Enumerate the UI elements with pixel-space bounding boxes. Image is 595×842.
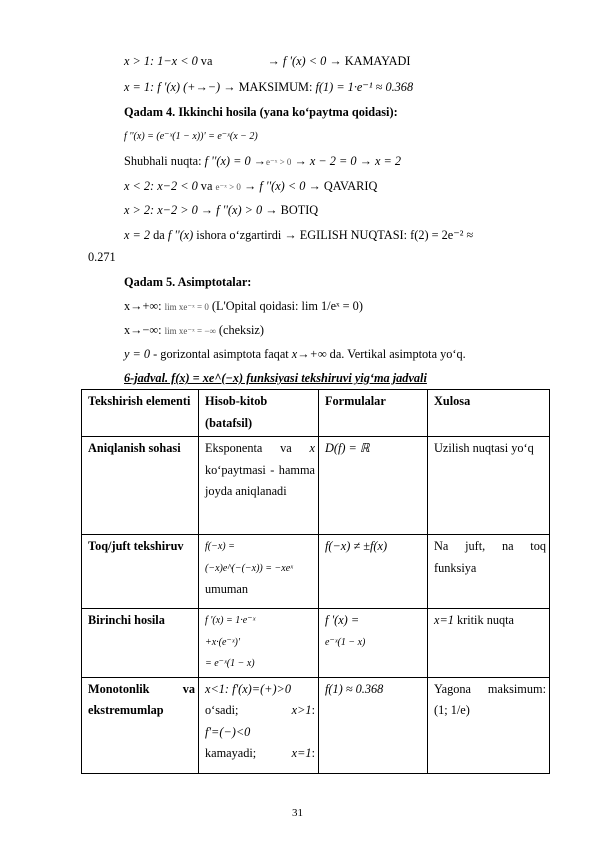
text: ishora o‘zgartirdi → EGILISH NUQTASI: f(2) = 2e⁻² ≈ [193, 228, 474, 242]
math-expr: x = 1: f '(x) (+→−) [124, 80, 221, 94]
text-line [124, 53, 549, 69]
header-cell: Tekshirish elementi [82, 390, 199, 437]
table-row [82, 535, 550, 609]
row-label: Toq/juft tekshiruv [82, 535, 199, 609]
math-expr: f '(x) = [325, 613, 360, 627]
page-number: 31 [292, 807, 303, 819]
math-expr: x>1 [291, 703, 312, 717]
text: (L'Opital qoidasi: lim 1/eˣ = 0) [208, 299, 363, 313]
text: - gorizontal asimptota faqat [150, 347, 292, 361]
section-heading: Qadam 5. Asimptotalar: [124, 275, 252, 289]
row-label: Birinchi hosila [82, 609, 199, 678]
text-line [124, 298, 549, 315]
math-expr: → f '(x) < 0 [267, 54, 327, 68]
text [205, 700, 315, 722]
formula-cell: f(−x) ≠ ±f(x) [319, 535, 428, 609]
text: va [197, 179, 216, 193]
math-expr: f(1) = 1·e⁻¹ ≈ 0.368 [315, 80, 414, 94]
math-expr: x [309, 441, 315, 455]
conclusion-cell [428, 609, 550, 678]
formula-image: e⁻ˣ > 0 [215, 182, 241, 192]
text: → QAVARIQ [305, 179, 378, 193]
text-line [124, 346, 549, 362]
text-line: 0.271 [88, 250, 116, 264]
text: umuman [205, 582, 249, 596]
row-label: Aniqlanish sohasi [82, 437, 199, 535]
table-row [82, 437, 550, 535]
text: → MAKSIMUM: [220, 80, 316, 94]
text-line [124, 322, 549, 339]
conclusion-cell: Yagona maksimum: (1; 1/e) [428, 677, 550, 773]
text: kamayadi; [205, 746, 257, 760]
text-line [124, 79, 549, 95]
text: Shubhali nuqta: [124, 154, 205, 168]
math-expr: f ''(x) = 0 → [204, 154, 266, 168]
calc-cell [199, 535, 319, 609]
text: kritik nuqta [453, 613, 515, 627]
text-line [124, 178, 549, 195]
math-expr: → x − 2 = 0 → x = 2 [291, 154, 402, 168]
summary-table [81, 389, 550, 774]
text [205, 743, 315, 765]
header-cell: Hisob-kitob (batafsil) [199, 390, 319, 437]
math-expr: x < 2: x−2 < 0 [124, 179, 198, 193]
text: x→−∞: [124, 323, 165, 337]
formula-image: lim xe⁻ˣ = −∞ [164, 326, 216, 336]
math-expr: x = 2 [124, 228, 151, 242]
calc-cell [199, 437, 319, 535]
header-cell: Formulalar [319, 390, 428, 437]
formula-image: e⁻ˣ > 0 [265, 157, 292, 167]
math-expr: x<1: f'(x)=(+)>0 [205, 681, 292, 696]
table-caption: 6-jadval. f(x) = xe^(−x) funksiyasi tekshiruvi yig‘ma jadvali [124, 371, 427, 385]
math-expr: x=1 [434, 613, 454, 627]
text: → BOTIQ [262, 203, 319, 217]
math-expr: x > 2: x−2 > 0 → f ''(x) > 0 [124, 203, 263, 217]
text: (cheksiz) [215, 323, 264, 337]
calc-cell [199, 609, 319, 678]
table-row [82, 609, 550, 678]
math-expr: f ''(x) [167, 228, 194, 242]
formula-image: (−x)e^(−(−x)) = −xeˣ [205, 562, 293, 574]
formula-image: f '(x) = 1·e⁻ˣ [205, 615, 256, 626]
formula-cell [319, 609, 428, 678]
text: → KAMAYADI [326, 54, 411, 68]
text-line [124, 202, 549, 218]
formula-image: = e⁻ˣ(1 − x) [205, 658, 255, 669]
calc-cell [199, 677, 319, 773]
formula-cell: D(f) = ℝ [319, 437, 428, 535]
math-expr: x > 1: 1−x < 0 [124, 54, 198, 68]
formula-second-derivative: f ''(x) = (e⁻ˣ(1 − x))' = e⁻ˣ(x − 2) [124, 131, 258, 142]
section-heading: Qadam 4. Ikkinchi hosila (yana ko‘paytma qoidasi): [124, 105, 398, 119]
formula-image: f(−x) = [205, 541, 235, 552]
math-expr: x→+∞ [291, 347, 327, 361]
conclusion-cell: Na juft, na toq funksiya [428, 535, 550, 609]
text: : [311, 703, 315, 717]
math-expr: x=1 [291, 746, 312, 760]
text: da [150, 228, 168, 242]
header-cell: Xulosa [428, 390, 550, 437]
formula-image: e⁻ˣ(1 − x) [325, 636, 366, 648]
text: x→+∞: [124, 299, 165, 313]
text: o‘sadi; [205, 703, 239, 717]
formula-image: +x·(e⁻ˣ)' [205, 636, 241, 648]
math-expr: → f ''(x) < 0 [240, 179, 306, 193]
formula-image: lim xe⁻ˣ = 0 [164, 302, 209, 312]
formula-cell: f(1) ≈ 0.368 [319, 677, 428, 773]
text: da. Vertikal asimptota yo‘q. [326, 347, 466, 361]
table-row [82, 677, 550, 773]
conclusion-cell: Uzilish nuqtasi yo‘q [428, 437, 550, 535]
text: ko‘paytmasi - hamma joyda aniqlanadi [205, 462, 315, 498]
text-line [124, 153, 549, 170]
text: : [311, 746, 315, 760]
table-header-row [82, 390, 550, 437]
text: Eksponenta va [205, 441, 310, 455]
row-label: Monotonlik va ekstremumlap [82, 677, 199, 773]
text-line [124, 227, 549, 243]
math-expr: f'=(−)<0 [205, 724, 251, 739]
math-expr: y = 0 [124, 347, 151, 361]
text: va [197, 54, 216, 68]
